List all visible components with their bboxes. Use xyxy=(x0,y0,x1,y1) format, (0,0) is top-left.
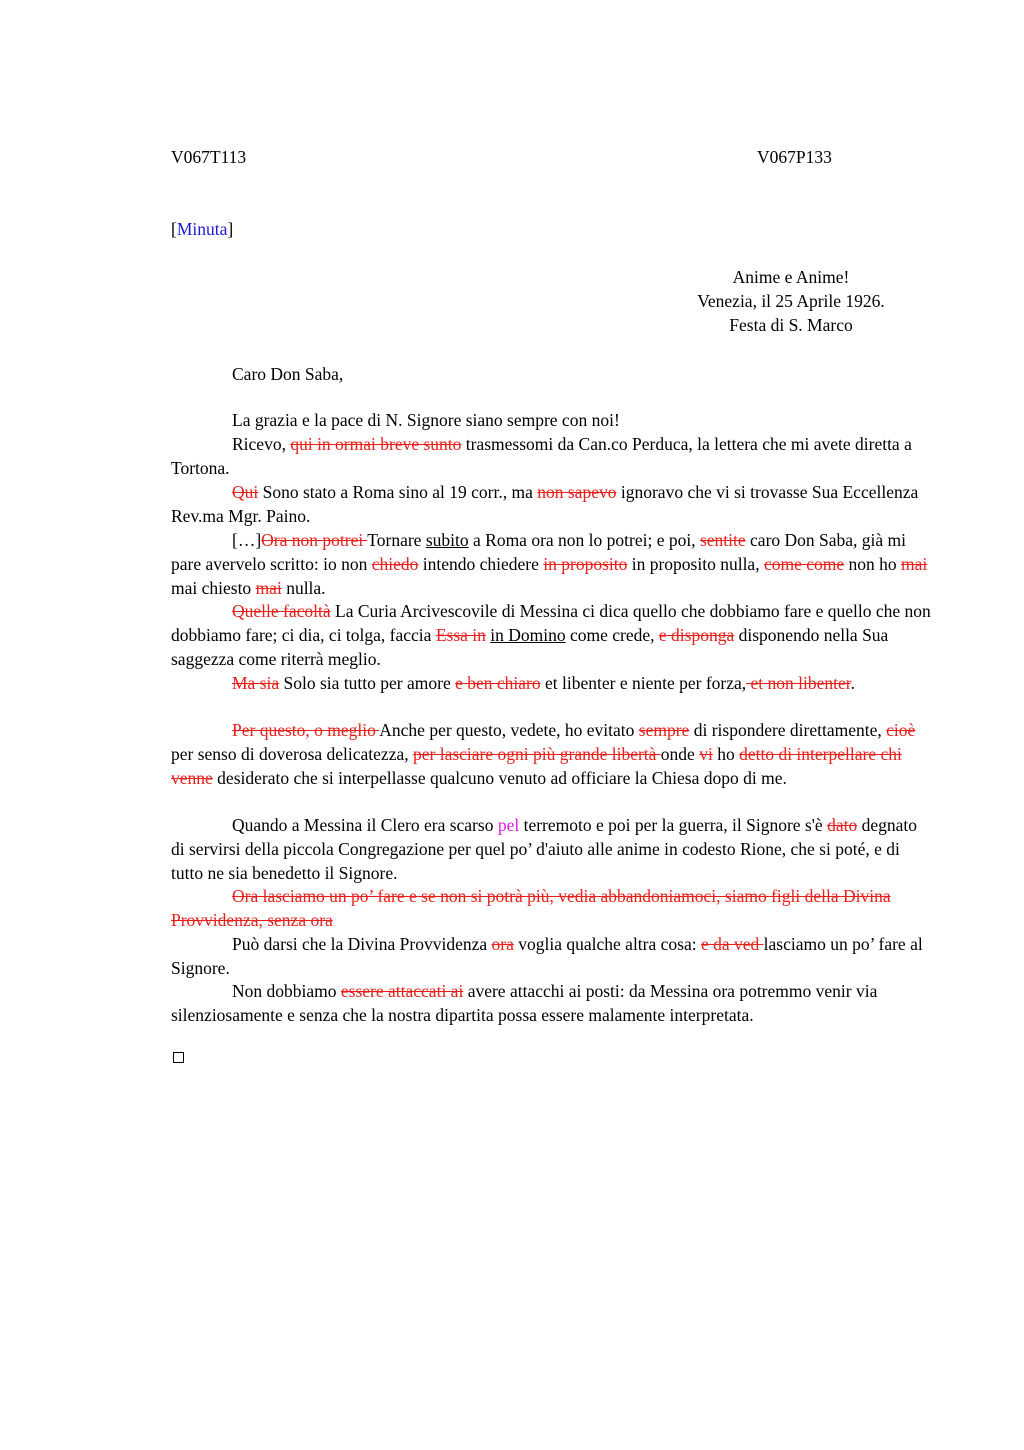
text: terremoto e poi per la guerra, il Signore s'è xyxy=(519,815,828,835)
minuta-text: Minuta xyxy=(176,219,228,239)
text: Anche per questo, vedete, ho evitato xyxy=(379,720,639,740)
end-marker-box xyxy=(173,1052,184,1063)
text: trasmessomi da Can.co Perduca, la lettera che mi avete diretta a Tortona. xyxy=(171,434,912,478)
text: Tornare xyxy=(367,530,426,550)
underlined-text: in Domino xyxy=(490,624,566,645)
text: onde xyxy=(660,743,700,764)
deleted-text: e da ved xyxy=(700,934,764,954)
deleted-text: Per questo, o meglio xyxy=(232,720,380,740)
deleted-text: vi xyxy=(699,743,713,764)
paragraph-8 xyxy=(171,885,931,933)
text: a Roma ora non lo potrei; e poi, xyxy=(468,530,700,550)
bracket-close: ] xyxy=(227,219,234,239)
paragraph-1 xyxy=(171,433,931,481)
deleted-text: come come xyxy=(763,553,845,574)
text: per senso di doverosa delicatezza, xyxy=(171,743,413,764)
deleted-text: Ora non potrei xyxy=(261,530,368,550)
text: ignoravo che vi si trovasse Sua Eccellenza Rev.ma Mgr. Paino. xyxy=(171,482,919,526)
deleted-text: Quelle facoltà xyxy=(232,601,331,621)
paragraph-5 xyxy=(171,672,931,696)
paragraph-10 xyxy=(171,980,931,1028)
document-code-right: V067P133 xyxy=(757,147,832,167)
text: degnato di servirsi della piccola Congregazione per quel po’ d'aiuto alle anime in codesto Rione, che si poté, e di tutto ne sia benedetto il Signore. xyxy=(171,815,917,883)
deleted-text: Ma sia xyxy=(232,673,280,693)
paragraph-4 xyxy=(171,600,931,672)
dateline-motto: Anime e Anime! xyxy=(732,267,850,287)
deleted-text: chiedo xyxy=(371,553,419,574)
deleted-text: e disponga xyxy=(658,624,735,645)
deleted-text: Ora lasciamo un po’ fare e se non si potrà più, vedia abbandoniamoci, siamo figli della Divina Provvidenza, senza ora xyxy=(171,886,891,930)
text: voglia qualche altra cosa: xyxy=(513,934,701,954)
text: Non dobbiamo xyxy=(232,981,341,1001)
deleted-text: mai xyxy=(901,553,928,574)
text: lasciamo un po’ fare al Signore. xyxy=(171,934,923,978)
deleted-text: sempre xyxy=(638,720,690,740)
text: La Curia Arcivescovile di Messina ci dica quello che dobbiamo fare e quello che non dobbiamo fare; ci dia, ci tolga, faccia xyxy=(171,601,931,645)
text: intendo chiedere xyxy=(418,553,544,574)
text: mai chiesto xyxy=(171,577,256,598)
minuta-label xyxy=(171,219,233,240)
text: […] xyxy=(232,530,262,550)
text: non ho xyxy=(844,553,901,574)
deleted-text: ora xyxy=(491,934,514,954)
text: in proposito nulla, xyxy=(627,553,764,574)
text: avere attacchi ai posti: da Messina ora potremmo venir via silenziosamente e senza che la nostra dipartita possa essere malamente interpretata. xyxy=(171,981,878,1025)
text: Ricevo, xyxy=(232,434,291,454)
text: Quando a Messina il Clero era scarso xyxy=(232,815,498,835)
paragraph-7 xyxy=(171,814,931,886)
dateline-feast: Festa di S. Marco xyxy=(729,315,853,335)
greeting-paragraph: La grazia e la pace di N. Signore siano sempre con noi! xyxy=(232,410,620,430)
deleted-text: cioè xyxy=(886,720,916,740)
text: Sono stato a Roma sino al 19 corr., ma xyxy=(258,482,538,502)
deleted-text: dato xyxy=(827,815,858,835)
text: desiderato che si interpellasse qualcuno venuto ad officiare la Chiesa dopo di me. xyxy=(212,767,787,788)
underlined-text: subito xyxy=(425,530,469,550)
dateline-place-date: Venezia, il 25 Aprile 1926. xyxy=(697,291,885,311)
paragraph-2 xyxy=(171,481,931,529)
text: disponendo nella Sua saggezza come riterrà meglio. xyxy=(171,624,889,669)
deleted-text: detto di interpellare chi venne xyxy=(171,743,902,788)
text: et libenter e niente per forza, xyxy=(540,673,747,693)
salutation: Caro Don Saba, xyxy=(232,364,344,384)
deleted-text: non sapevo xyxy=(537,482,617,502)
deleted-text: Qui xyxy=(232,482,259,502)
paragraph-3 xyxy=(171,529,931,601)
deleted-text: sentite xyxy=(699,530,746,550)
deleted-text: e ben chiaro xyxy=(455,673,541,693)
text: di rispondere direttamente, xyxy=(689,720,887,740)
deleted-text: essere attaccati ai xyxy=(340,981,464,1001)
highlighted-text: pel xyxy=(497,815,520,835)
text: come crede, xyxy=(565,624,659,645)
text: Solo sia tutto per amore xyxy=(279,673,456,693)
deleted-text: in proposito xyxy=(543,553,628,574)
deleted-text: per lasciare ogni più grande libertà xyxy=(412,743,661,764)
bracket-open: [ xyxy=(171,219,177,239)
text: ho xyxy=(712,743,740,764)
text: nulla. xyxy=(281,577,326,598)
text: Può darsi che la Divina Provvidenza xyxy=(232,934,492,954)
document-code-left: V067T113 xyxy=(171,147,247,167)
deleted-text: mai xyxy=(255,577,282,598)
paragraph-6 xyxy=(171,719,931,791)
deleted-text: qui in ormai breve sunto xyxy=(290,434,462,454)
paragraph-9 xyxy=(171,933,931,981)
text: caro Don Saba, già mi pare avervelo scritto: io non xyxy=(171,530,907,574)
deleted-text: et non libenter xyxy=(746,673,851,693)
text: . xyxy=(850,673,856,693)
deleted-text: Essa in xyxy=(435,624,486,645)
